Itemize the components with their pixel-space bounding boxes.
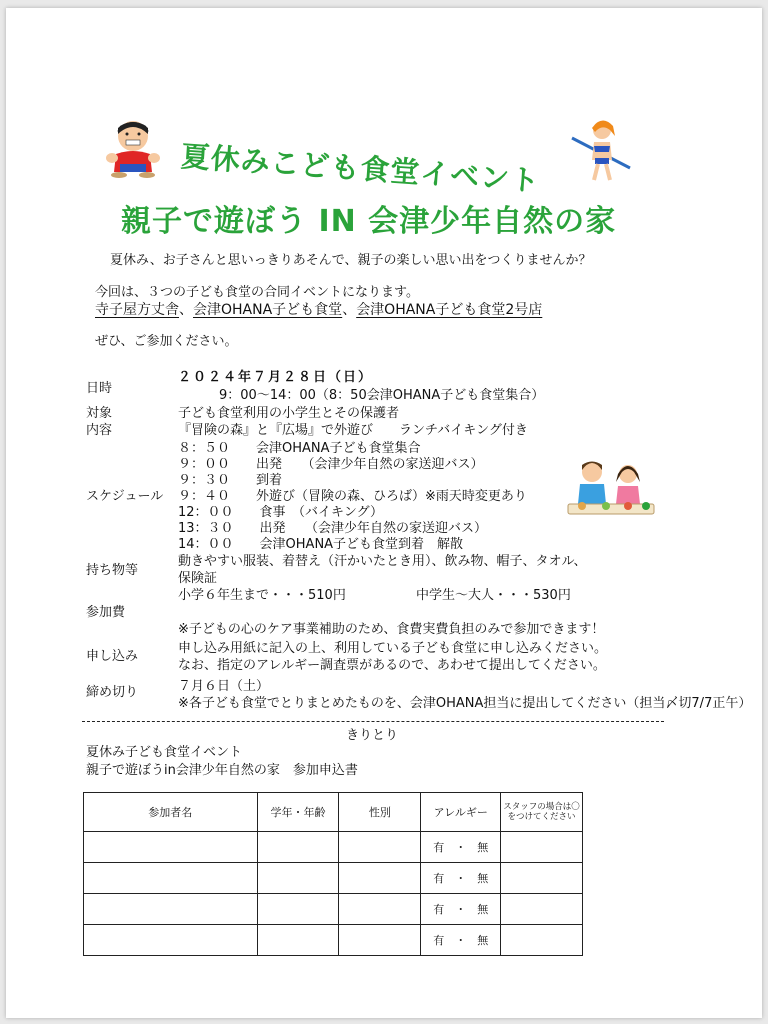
schedule-item: 14：００ 会津OHANA子ども食堂到着 解散 xyxy=(178,537,464,552)
option-separator: ・ xyxy=(455,841,467,854)
target-value: 子ども食堂利用の小学生とその保護者 xyxy=(178,406,400,421)
organizer-2: 会津OHANA子ども食堂 xyxy=(193,302,343,318)
option-separator: ・ xyxy=(455,872,467,885)
participant-name-cell[interactable] xyxy=(84,925,258,956)
allergy-yes-option[interactable]: 有 xyxy=(433,872,445,885)
content-label: 内容 xyxy=(86,423,113,438)
schedule-item: 12：００ 食事 （バイキング） xyxy=(178,505,384,520)
organizers-line xyxy=(95,299,542,319)
grade-age-cell[interactable] xyxy=(257,925,339,956)
header-grade-age: 学年・年齢 xyxy=(257,793,339,832)
items-value-1: 動きやすい服装、着替え（汗かいたとき用）、飲み物、帽子、タオル、 xyxy=(178,554,587,569)
kids-eating-illustration xyxy=(562,454,658,524)
allergy-yes-option[interactable]: 有 xyxy=(433,934,445,947)
participant-name-cell[interactable] xyxy=(84,832,258,863)
allergy-no-option[interactable]: 無 xyxy=(477,934,489,947)
allergy-yes-option[interactable]: 有 xyxy=(433,903,445,916)
header-participant-name: 参加者名 xyxy=(84,793,258,832)
apply-value-2: なお、指定のアレルギー調査票があるので、あわせて提出してください。 xyxy=(178,658,606,673)
schedule-item: ８：５０ 会津OHANA子ども食堂集合 xyxy=(178,441,421,456)
allergy-choice-cell[interactable] xyxy=(421,863,501,894)
schedule-item: ９：３０ 到着 xyxy=(178,473,283,488)
header-staff: スタッフの場合は〇をつけてください xyxy=(501,793,583,832)
allergy-choice-cell[interactable] xyxy=(421,925,501,956)
fee-adult: 中学生～大人・・・530円 xyxy=(416,588,571,603)
participant-name-cell[interactable] xyxy=(84,863,258,894)
allergy-choice-cell[interactable] xyxy=(421,832,501,863)
schedule-label: スケジュール xyxy=(86,489,164,504)
grade-age-cell[interactable] xyxy=(257,863,339,894)
staff-check-cell[interactable] xyxy=(501,832,583,863)
allergy-no-option[interactable]: 無 xyxy=(477,841,489,854)
gender-cell[interactable] xyxy=(339,832,421,863)
schedule-item: ９：００ 出発 （会津少年自然の家送迎バス） xyxy=(178,457,484,472)
date-value: ２０２４年７月２８日（日） xyxy=(178,370,374,385)
organizer-separator: 、 xyxy=(342,302,357,318)
staff-check-cell[interactable] xyxy=(501,863,583,894)
staff-check-cell[interactable] xyxy=(501,925,583,956)
table-row xyxy=(84,832,583,863)
table-row xyxy=(84,894,583,925)
intro-line-1: 夏休み、お子さんと思いっきりあそんで、親子の楽しい思い出をつくりませんか？ xyxy=(110,253,592,268)
items-value-2: 保険証 xyxy=(178,571,218,586)
cut-line xyxy=(82,721,664,722)
allergy-yes-option[interactable]: 有 xyxy=(433,841,445,854)
deadline-label: 締め切り xyxy=(86,685,139,700)
deadline-note: ※各子ども食堂でとりまとめたものを、会津OHANA担当に提出してください（担当〆切7/7正午） xyxy=(178,696,752,711)
items-label: 持ち物等 xyxy=(86,563,139,578)
header-allergy: アレルギー xyxy=(421,793,501,832)
participant-name-cell[interactable] xyxy=(84,894,258,925)
table-row xyxy=(84,925,583,956)
fee-note: ※子どもの心のケア事業補助のため、食費実費負担のみで参加できます！ xyxy=(178,622,605,637)
organizer-3: 会津OHANA子ども食堂2号店 xyxy=(356,302,543,318)
event-title: 夏休みこども食堂イベント xyxy=(179,139,542,199)
apply-value-1: 申し込み用紙に記入の上、利用している子ども食堂に申し込みください。 xyxy=(178,641,608,656)
gender-cell[interactable] xyxy=(339,863,421,894)
deadline-value: ７月６日（土） xyxy=(178,679,270,694)
grade-age-cell[interactable] xyxy=(257,894,339,925)
staff-check-cell[interactable] xyxy=(501,894,583,925)
table-header-row xyxy=(84,793,583,832)
organizer-separator: 、 xyxy=(179,302,193,318)
date-label: 日時 xyxy=(86,381,113,396)
intro-line-2: 今回は、３つの子ども食堂の合同イベントになります。 xyxy=(95,285,419,300)
boy-squat-illustration xyxy=(102,114,164,178)
application-form-table xyxy=(83,792,583,956)
organizer-1: 寺子屋方丈舎 xyxy=(95,302,179,318)
content-value: 『冒険の森』と『広場』で外遊び ランチバイキング付き xyxy=(178,423,528,438)
header-gender: 性別 xyxy=(339,793,421,832)
table-row xyxy=(84,863,583,894)
girl-staff-illustration xyxy=(568,116,634,182)
fee-label: 参加費 xyxy=(86,605,126,620)
option-separator: ・ xyxy=(455,903,467,916)
allergy-no-option[interactable]: 無 xyxy=(477,872,489,885)
schedule-item: ９：４０ 外遊び（冒険の森、ひろば）※雨天時変更あり xyxy=(178,489,527,504)
form-title-2: 親子で遊ぼうin会津少年自然の家 参加申込書 xyxy=(86,763,358,778)
fee-child: 小学６年生まで・・・510円 xyxy=(178,588,346,603)
intro-line-4: ぜひ、ご参加ください。 xyxy=(95,334,238,349)
gender-cell[interactable] xyxy=(339,894,421,925)
gender-cell[interactable] xyxy=(339,925,421,956)
grade-age-cell[interactable] xyxy=(257,832,339,863)
event-subtitle: 親子で遊ぼう IN 会津少年自然の家 xyxy=(121,204,617,239)
cut-label: きりとり xyxy=(346,728,399,743)
target-label: 対象 xyxy=(86,406,113,421)
time-value: 9：00～14：00（8：50会津OHANA子ども食堂集合） xyxy=(219,388,545,403)
allergy-choice-cell[interactable] xyxy=(421,894,501,925)
form-title-1: 夏休み子ども食堂イベント xyxy=(86,745,243,760)
apply-label: 申し込み xyxy=(86,649,139,664)
schedule-item: 13：３０ 出発 （会津少年自然の家送迎バス） xyxy=(178,521,488,536)
option-separator: ・ xyxy=(455,934,467,947)
allergy-no-option[interactable]: 無 xyxy=(477,903,489,916)
document-page xyxy=(6,8,762,1018)
